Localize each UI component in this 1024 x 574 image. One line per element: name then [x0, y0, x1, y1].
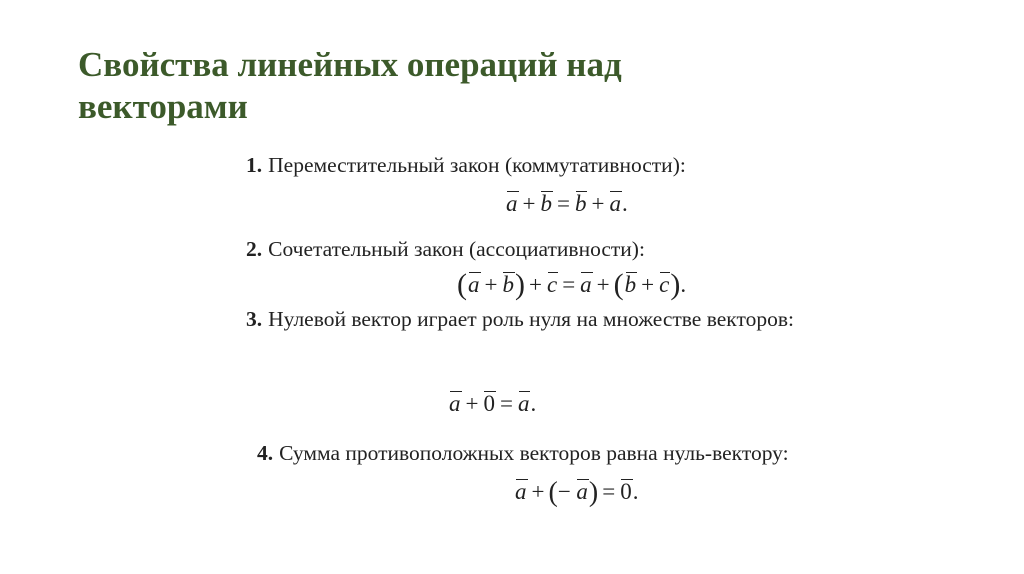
property-2-label [246, 236, 645, 262]
property-2-number: 2. [246, 237, 263, 261]
property-3-text: Нулевой вектор играет роль нуля на множестве векторов: [268, 307, 794, 331]
vector-a: a [506, 191, 518, 216]
property-3-number: 3. [246, 307, 263, 331]
vector-a: a [609, 191, 621, 216]
property-1-label [246, 152, 686, 178]
vector-b: b [624, 272, 637, 297]
zero-vector: 0 [620, 479, 632, 504]
property-3-formula: a + 0 = a. [449, 391, 537, 416]
property-3-label [246, 306, 794, 332]
vector-a: a [515, 479, 527, 504]
property-2-formula: (a + b) + c = a + (b + c). [457, 268, 687, 301]
property-4-formula: a + (− a) = 0. [515, 477, 639, 508]
vector-a: a [449, 391, 461, 416]
property-2-text: Сочетательный закон (ассоциативности): [268, 237, 645, 261]
vector-b: b [574, 191, 587, 216]
vector-c: c [546, 272, 558, 297]
slide-title: Свойства линейных операций над векторами [78, 45, 622, 126]
vector-a: a [580, 272, 592, 297]
property-4-number: 4. [257, 441, 274, 465]
property-1-text: Переместительный закон (коммутативности): [268, 153, 686, 177]
property-4-text: Сумма противоположных векторов равна нуль-вектору: [279, 441, 789, 465]
property-4-label [257, 440, 789, 466]
vector-b: b [502, 272, 514, 297]
vector-a: a [576, 479, 588, 504]
zero-vector: 0 [483, 391, 495, 416]
vector-a: a [468, 272, 480, 297]
property-1-number: 1. [246, 153, 263, 177]
vector-a: a [517, 391, 530, 416]
vector-c: c [659, 272, 670, 297]
property-1-formula: a + b = b + a. [506, 191, 628, 216]
vector-b: b [540, 191, 552, 216]
